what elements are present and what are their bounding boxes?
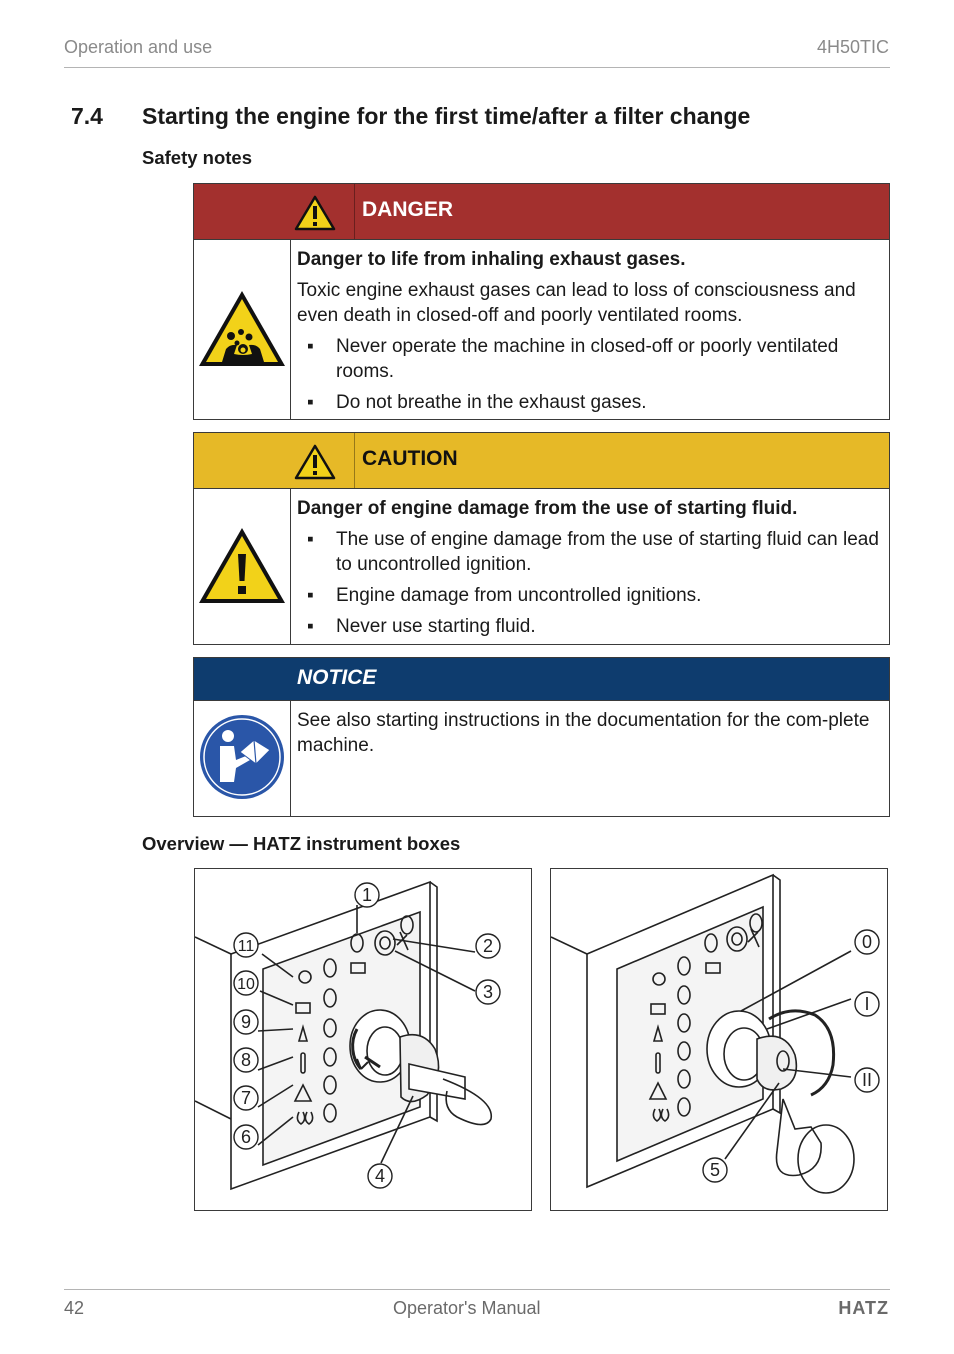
caution-header xyxy=(194,433,889,489)
exhaust-gas-warning-icon xyxy=(194,239,290,420)
danger-bullet: ▪ Never operate the machine in closed-off or poorly ventilated rooms. xyxy=(307,336,839,382)
warning-triangle-icon xyxy=(294,444,336,480)
notice-icon-cell xyxy=(194,700,291,816)
notice-text: See also starting instructions in the documentation for the com-plete machine. xyxy=(297,710,870,756)
callout-11: 11 xyxy=(237,938,255,955)
notice-label: NOTICE xyxy=(297,666,377,689)
callout-4: 4 xyxy=(374,1166,386,1186)
callout-9: 9 xyxy=(240,1012,252,1032)
caution-bullet: ▪ Engine damage from uncontrolled ignitions. xyxy=(307,585,702,606)
instrument-box-drawing xyxy=(195,869,532,1211)
danger-body xyxy=(194,239,889,419)
callout-I: I xyxy=(864,994,870,1014)
danger-title: Danger to life from inhaling exhaust gases. xyxy=(297,249,686,270)
callout-10: 10 xyxy=(237,976,255,993)
caution-title: Danger of engine damage from the use of starting fluid. xyxy=(297,498,798,519)
caution-icon-cell xyxy=(194,488,291,644)
caution-body xyxy=(194,488,889,644)
caution-bullet: ▪ Never use starting fluid. xyxy=(307,616,536,637)
safety-notes-heading: Safety notes xyxy=(142,147,253,168)
caution-bullet: ▪ The use of engine damage from the use of starting fluid can lead to uncontrolled ignition. xyxy=(307,529,879,575)
notice-body xyxy=(194,700,889,816)
callout-6: 6 xyxy=(240,1127,252,1147)
header-rule xyxy=(64,67,890,68)
danger-label: DANGER xyxy=(362,198,454,221)
footer-rule xyxy=(64,1289,890,1290)
callout-3: 3 xyxy=(482,982,494,1002)
instrument-box-figure-left xyxy=(194,868,532,1211)
caution-label: CAUTION xyxy=(362,447,458,470)
danger-text: Toxic engine exhaust gases can lead to loss of consciousness and even death in closed-off and poorly ventilated rooms. xyxy=(297,280,856,326)
callout-5: 5 xyxy=(709,1160,721,1180)
callout-2: 2 xyxy=(482,936,494,956)
header-divider xyxy=(354,433,355,488)
danger-bullet: ▪ Do not breathe in the exhaust gases. xyxy=(307,392,647,413)
callout-8: 8 xyxy=(240,1050,252,1070)
callout-II: II xyxy=(861,1070,873,1090)
section-title: Starting the engine for the first time/after a filter change xyxy=(142,103,751,129)
page-number: 42 xyxy=(64,1298,85,1318)
notice-header xyxy=(194,658,889,701)
notice-box xyxy=(193,657,890,817)
header-divider xyxy=(354,184,355,239)
running-header-model: 4H50TIC xyxy=(816,37,889,57)
instrument-box-figure-right xyxy=(550,868,888,1211)
danger-icon-cell xyxy=(194,239,291,419)
brand-logo: HATZ xyxy=(838,1298,889,1318)
running-header-section: Operation and use xyxy=(64,37,213,57)
callout-0: 0 xyxy=(861,932,873,952)
callout-1: 1 xyxy=(361,885,373,905)
danger-header xyxy=(194,184,889,240)
overview-heading: Overview — HATZ instrument boxes xyxy=(142,833,461,854)
warning-triangle-icon xyxy=(294,195,336,231)
danger-box xyxy=(193,183,890,420)
read-manual-icon xyxy=(194,700,290,816)
section-number: 7.4 xyxy=(71,103,103,129)
instrument-box-drawing xyxy=(551,869,888,1211)
caution-box xyxy=(193,432,890,645)
footer-title: Operator's Manual xyxy=(393,1298,541,1318)
callout-7: 7 xyxy=(240,1088,252,1108)
general-warning-icon xyxy=(194,488,290,645)
